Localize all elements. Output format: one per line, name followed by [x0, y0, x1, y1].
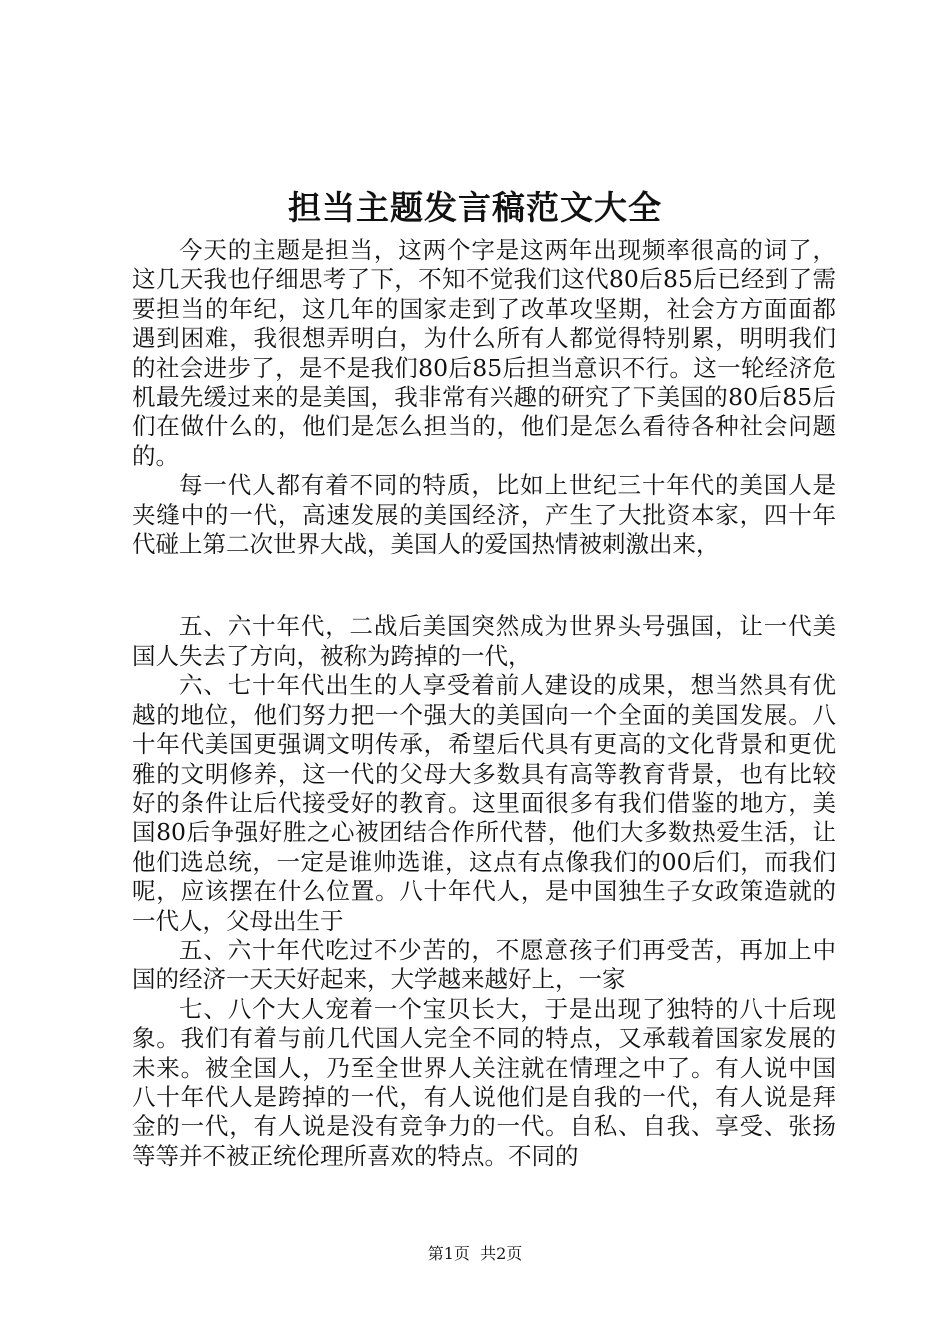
paragraph: 六、七十年代出生的人享受着前人建设的成果，想当然具有优越的地位，他们努力把一个强大的美国向一个全面的美国发展。八十年代美国更强调文明传承，希望后代具有更高的文化背景和更优雅的文明修养，这一代的父母大多数具有高等教育背景，也有比较好的条件让后代接受好的教育。这里面很多有我们借鉴的地方，美国80后争强好胜之心被团结合作所代替，他们大多数热爱生活，让他们选总统，一定是谁帅选谁，这点有点像我们的00后们，而我们呢，应该摆在什么位置。八十年代人，是中国独生子女政策造就的一代人，父母出生于: [132, 671, 836, 935]
paragraph: 五、六十年代吃过不少苦的，不愿意孩子们再受苦，再加上中国的经济一天天好起来，大学越来越好上，一家: [132, 935, 836, 994]
page-total: 共2页: [480, 1244, 523, 1263]
paragraph: 今天的主题是担当，这两个字是这两年出现频率很高的词了，这几天我也仔细思考了下，不知不觉我们这代80后85后已经到了需要担当的年纪，这几年的国家走到了改革攻坚期，社会方方面面都遇到困难，我很想弄明白，为什么所有人都觉得特别累，明明我们的社会进步了，是不是我们80后85后担当意识不行。这一轮经济危机最先缓过来的是美国，我非常有兴趣的研究了下美国的80后85后们在做什么的，他们是怎么担当的，他们是怎么看待各种社会问题的。: [132, 236, 836, 470]
page-footer: [0, 1243, 950, 1265]
paragraph: 七、八个大人宠着一个宝贝长大，于是出现了独特的八十后现象。我们有着与前几代国人完全不同的特点，又承载着国家发展的未来。被全国人，乃至全世界人关注就在情理之中了。有人说中国八十年代人是跨掉的一代，有人说他们是自我的一代，有人说是拜金的一代，有人说是没有竞争力的一代。自私、自我、享受、张扬等等并不被正统伦理所喜欢的特点。不同的: [132, 994, 836, 1170]
paragraph: 每一代人都有着不同的特质，比如上世纪三十年代的美国人是夹缝中的一代，高速发展的美国经济，产生了大批资本家，四十年代碰上第二次世界大战，美国人的爱国热情被刺激出来，: [132, 471, 836, 559]
paragraph-gap: [132, 559, 836, 612]
page-number: 第1页: [427, 1244, 470, 1263]
document-body: [132, 236, 836, 1171]
paragraph: 五、六十年代，二战后美国突然成为世界头号强国，让一代美国人失去了方向，被称为跨掉的一代，: [132, 612, 836, 670]
document-title: 担当主题发言稿范文大全: [288, 188, 662, 227]
